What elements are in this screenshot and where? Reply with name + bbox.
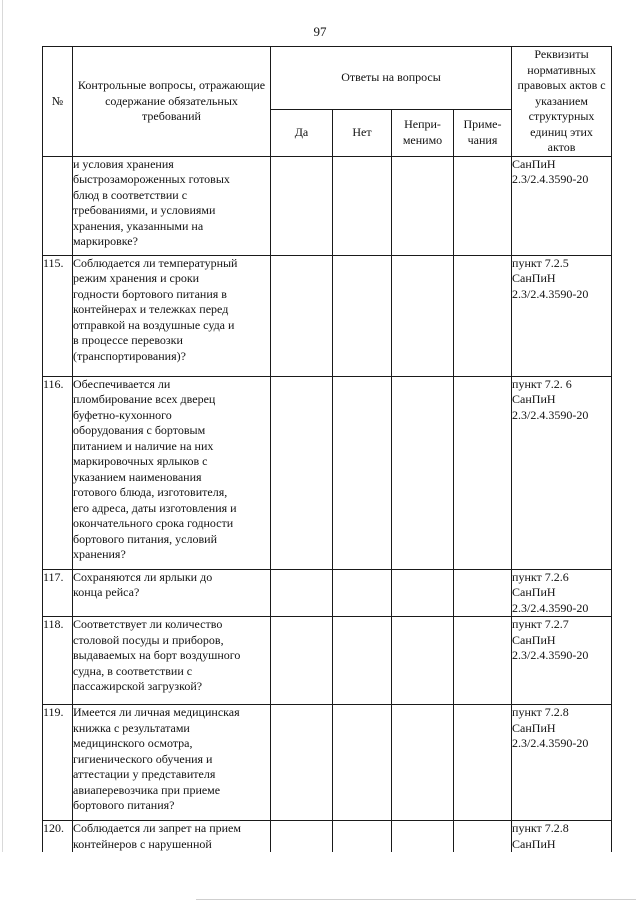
table-row <box>43 617 612 705</box>
answer-notes-cell[interactable] <box>454 255 512 376</box>
row-number: 119. <box>43 705 73 821</box>
row-question: Имеется ли личная медицинская книжка с результатами медицинского осмотра, гигиенического обучения и аттестации у представителя авиаперевозчика при приеме бортового питания? <box>73 705 271 821</box>
answer-yes-cell[interactable] <box>271 617 333 705</box>
answer-no-cell[interactable] <box>333 255 392 376</box>
answer-yes-cell[interactable] <box>271 376 333 569</box>
row-reference: пункт 7.2.6 СанПиН 2.3/2.4.3590-20 <box>512 569 612 617</box>
answer-notes-cell[interactable] <box>454 376 512 569</box>
row-question: Соблюдается ли температурный режим хранения и сроки годности бортового питания в контейнерах и тележках перед отправкой на воздушные суда и в процессе перевозки (транспортирования)? <box>73 255 271 376</box>
answer-na-cell[interactable] <box>392 156 454 255</box>
answer-yes-cell[interactable] <box>271 156 333 255</box>
answer-notes-cell[interactable] <box>454 617 512 705</box>
header-no: Нет <box>333 109 392 156</box>
header-number: № <box>43 47 73 157</box>
row-question: и условия хранения быстрозамороженных готовых блюд в соответствии с требованиями, и условиями хранения, указанными на маркировке? <box>73 156 271 255</box>
answer-na-cell[interactable] <box>392 255 454 376</box>
page-bottom-margin <box>0 852 640 905</box>
table-row <box>43 376 612 569</box>
answer-na-cell[interactable] <box>392 705 454 821</box>
header-notes: Приме- чания <box>454 109 512 156</box>
row-number: 117. <box>43 569 73 617</box>
checklist-table <box>42 46 612 854</box>
answer-no-cell[interactable] <box>333 821 392 854</box>
answer-yes-cell[interactable] <box>271 705 333 821</box>
answer-no-cell[interactable] <box>333 705 392 821</box>
answer-yes-cell[interactable] <box>271 255 333 376</box>
row-reference: пункт 7.2.8 СанПиН 2.3/2.4.3590-20 <box>512 705 612 821</box>
answer-no-cell[interactable] <box>333 376 392 569</box>
row-reference: пункт 7.2.5 СанПиН 2.3/2.4.3590-20 <box>512 255 612 376</box>
answer-no-cell[interactable] <box>333 156 392 255</box>
header-answers: Ответы на вопросы <box>271 47 512 110</box>
answer-notes-cell[interactable] <box>454 156 512 255</box>
answer-notes-cell[interactable] <box>454 569 512 617</box>
table-row <box>43 255 612 376</box>
row-number: 118. <box>43 617 73 705</box>
row-reference: СанПиН 2.3/2.4.3590-20 <box>512 156 612 255</box>
answer-yes-cell[interactable] <box>271 569 333 617</box>
row-question: Соблюдается ли запрет на прием контейнеров с нарушенной <box>73 821 271 854</box>
scan-edge-left <box>2 0 3 905</box>
row-question: Обеспечивается ли пломбирование всех дверец буфетно-кухонного оборудования с бортовым питанием и наличие на них маркировочных ярлыков с указанием наименования готового блюда, изготовителя, его адреса, даты изготовления и окончательного срока годности бортового питания, условий хранения? <box>73 376 271 569</box>
row-number: 120. <box>43 821 73 854</box>
page-number: 97 <box>313 24 327 39</box>
header-not-applicable: Непри- менимо <box>392 109 454 156</box>
row-reference: пункт 7.2. 6 СанПиН 2.3/2.4.3590-20 <box>512 376 612 569</box>
answer-notes-cell[interactable] <box>454 705 512 821</box>
table-row <box>43 156 612 255</box>
row-number: 116. <box>43 376 73 569</box>
header-question: Контрольные вопросы, отражающие содержание обязательных требований <box>73 47 271 157</box>
row-question: Сохраняются ли ярлыки до конца рейса? <box>73 569 271 617</box>
answer-no-cell[interactable] <box>333 569 392 617</box>
answer-na-cell[interactable] <box>392 617 454 705</box>
table-row <box>43 705 612 821</box>
answer-na-cell[interactable] <box>392 376 454 569</box>
scan-edge-bottom <box>196 899 636 900</box>
table-row <box>43 569 612 617</box>
row-number: 115. <box>43 255 73 376</box>
answer-na-cell[interactable] <box>392 821 454 854</box>
table-row <box>43 821 612 854</box>
row-reference: пункт 7.2.8 СанПиН <box>512 821 612 854</box>
answer-yes-cell[interactable] <box>271 821 333 854</box>
answer-na-cell[interactable] <box>392 569 454 617</box>
header-yes: Да <box>271 109 333 156</box>
row-question: Соответствует ли количество столовой посуды и приборов, выдаваемых на борт воздушного судна, в соответствии с пассажирской загрузкой? <box>73 617 271 705</box>
row-number <box>43 156 73 255</box>
answer-notes-cell[interactable] <box>454 821 512 854</box>
row-reference: пункт 7.2.7 СанПиН 2.3/2.4.3590-20 <box>512 617 612 705</box>
answer-no-cell[interactable] <box>333 617 392 705</box>
header-references: Реквизиты нормативных правовых актов с указанием структурных единиц этих актов <box>512 47 612 157</box>
